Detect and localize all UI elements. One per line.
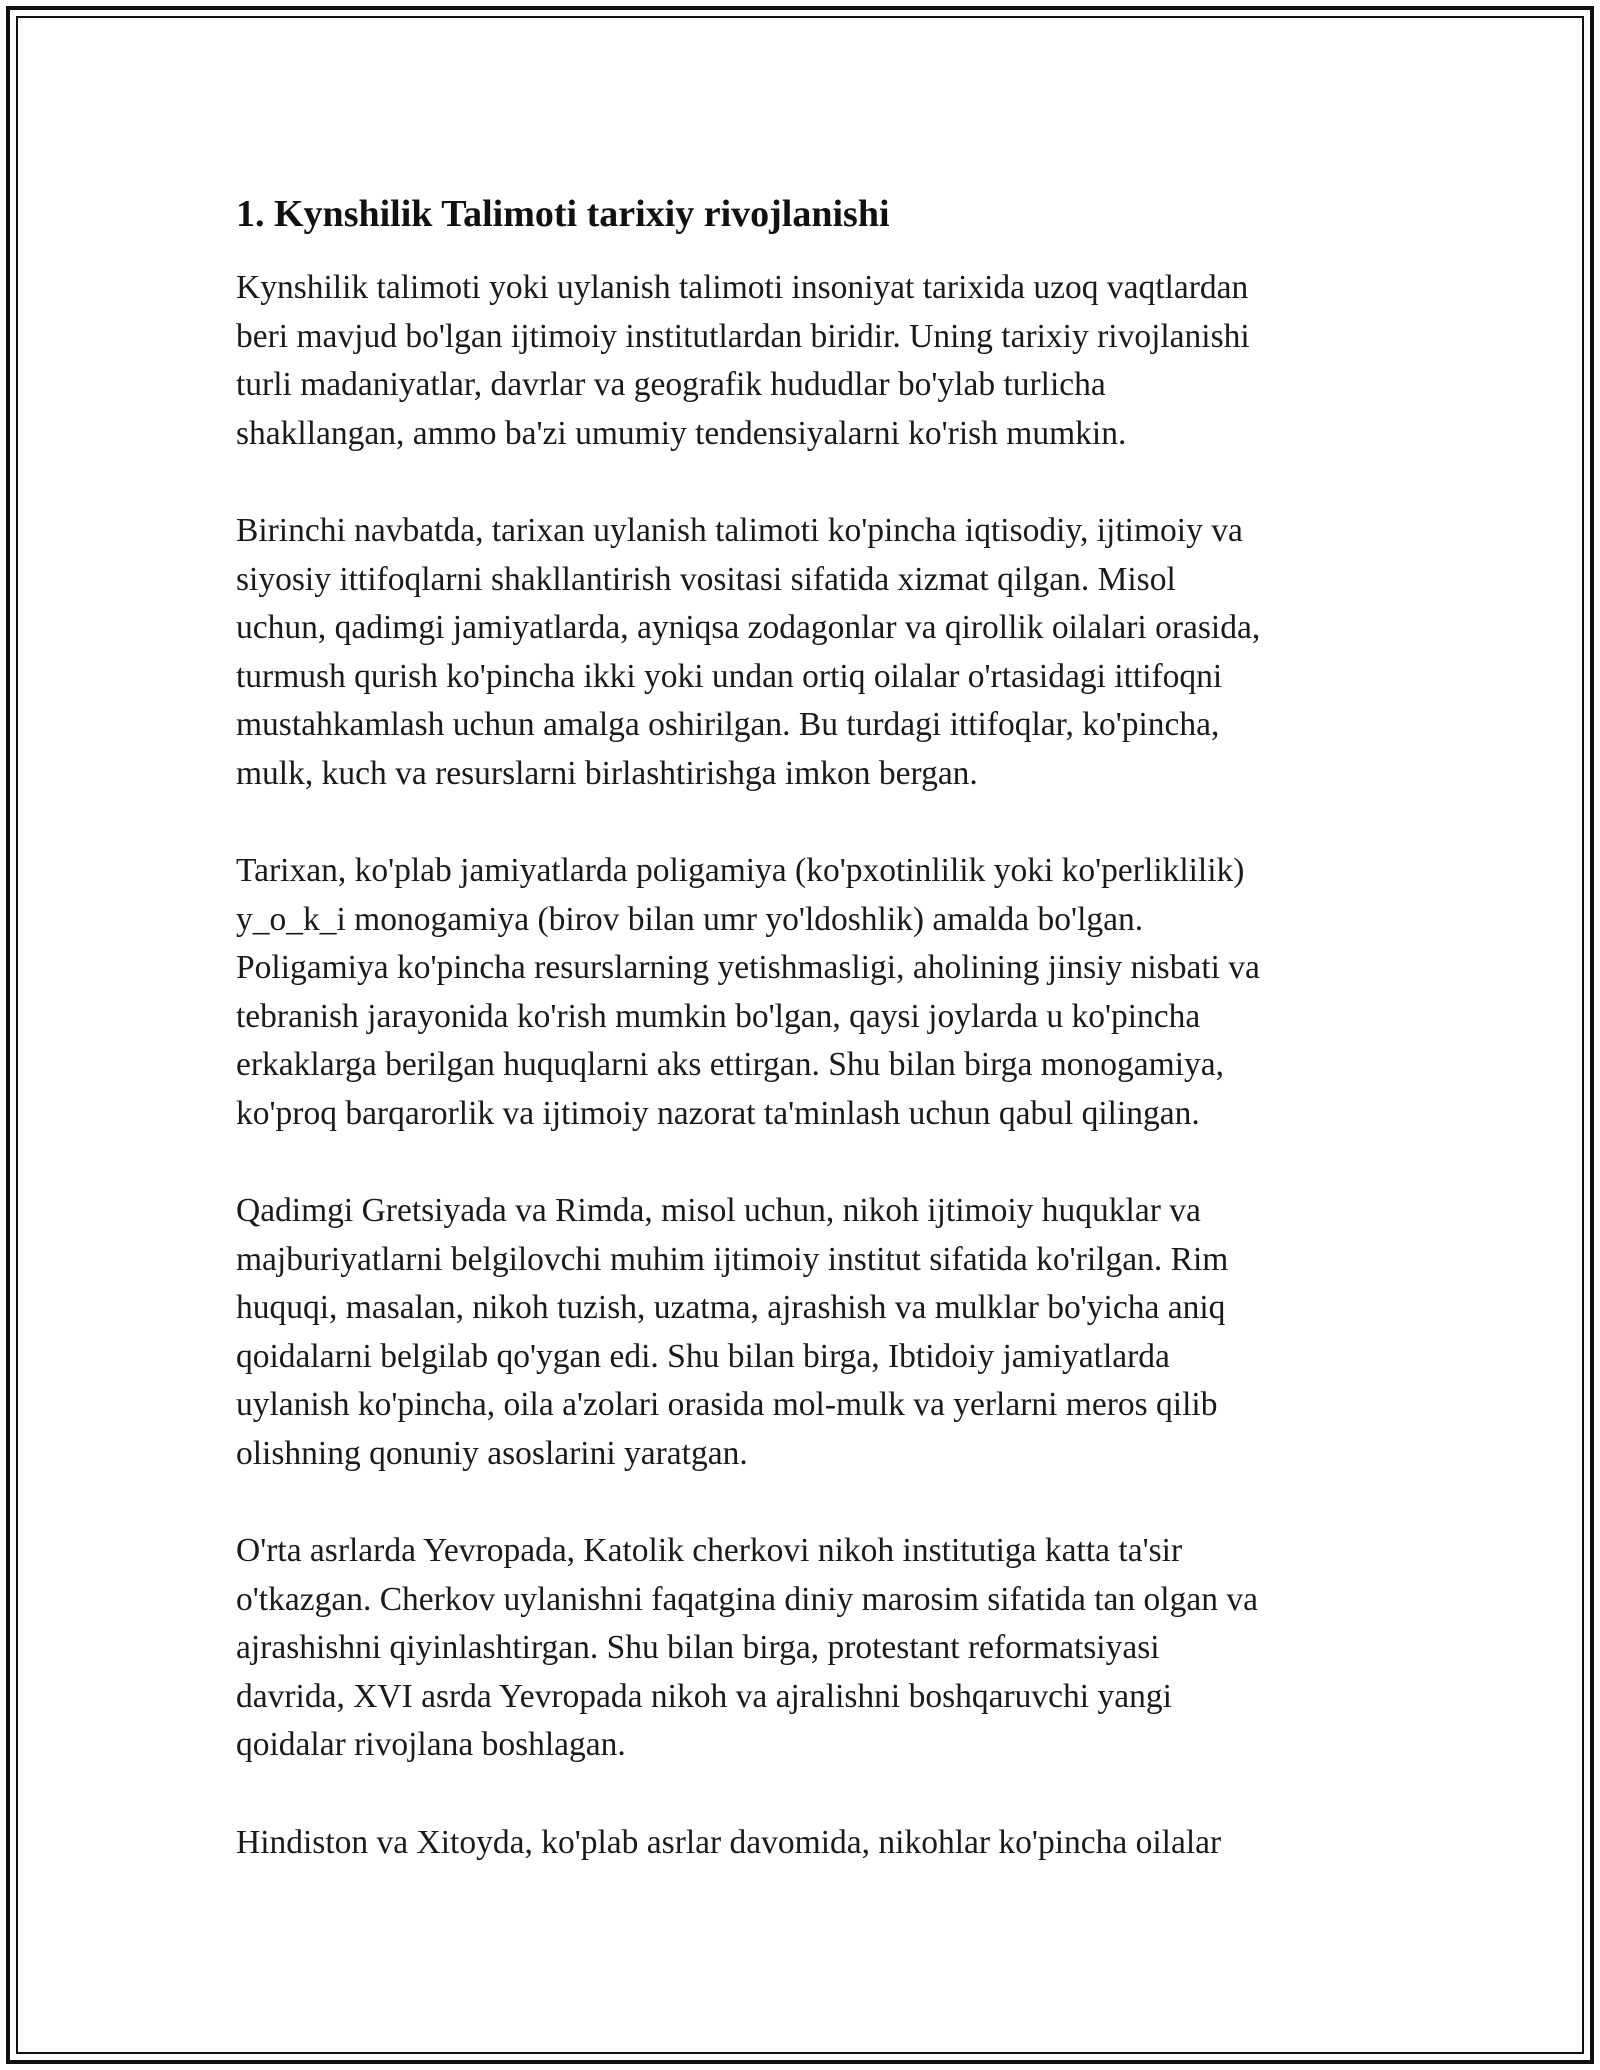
paragraph-5: O'rta asrlarda Yevropada, Katolik cherkovi nikoh institutiga katta ta'sir o'tkazgan. Cherkov uylanishni faqatgina diniy marosim sifatida tan olgan va ajrashishni qiyinlashtirgan. Shu bilan birga, protestant reformatsiyasi davrida, XVI asrda Yevropada nikoh va ajralishni boshqaruvchi yangi qoidalar rivojlana boshlagan.: [236, 1532, 1258, 1763]
section-heading: 1. Kynshilik Talimoti tarixiy rivojlanishi: [236, 193, 890, 235]
paragraph-1: Kynshilik talimoti yoki uylanish talimoti insoniyat tarixida uzoq vaqtlardan beri mavjud bo'lgan ijtimoiy institutlardan biridir. Uning tarixiy rivojlanishi turli madaniyatlar, davrlar va geografik hududlar bo'ylab turlicha shakllangan, ammo ba'zi umumiy tendensiyalarni ko'rish mumkin.: [236, 269, 1250, 452]
paragraph-3: Tarixan, ko'plab jamiyatlarda poligamiya (ko'pxotinlilik yoki ko'perliklilik) y_o_k_i monogamiya (birov bilan umr yo'ldoshlik) amalda bo'lgan. Poligamiya ko'pincha resurslarning yetishmasligi, aholining jinsiy nisbati va tebranish jarayonida ko'rish mumkin bo'lgan, qaysi joylarda u ko'pincha erkaklarga berilgan huquqlarni aks ettirgan. Shu bilan birga monogamiya, ko'proq barqarorlik va ijtimoiy nazorat ta'minlash uchun qabul qilingan.: [236, 852, 1260, 1132]
paragraph-4: Qadimgi Gretsiyada va Rimda, misol uchun, nikoh ijtimoiy huquklar va majburiyatlarni belgilovchi muhim ijtimoiy institut sifatida ko'rilgan. Rim huquqi, masalan, nikoh tuzish, uzatma, ajrashish va mulklar bo'yicha aniq qoidalarni belgilab qo'ygan edi. Shu bilan birga, Ibtidoiy jamiyatlarda uylanish ko'pincha, oila a'zolari orasida mol-mulk va yerlarni meros qilib olishning qonuniy asoslarini yaratgan.: [236, 1192, 1229, 1472]
document-body: [236, 186, 1376, 1916]
paragraph-2: Birinchi navbatda, tarixan uylanish talimoti ko'pincha iqtisodiy, ijtimoiy va siyosiy ittifoqlarni shakllantirish vositasi sifatida xizmat qilgan. Misol uchun, qadimgi jamiyatlarda, ayniqsa zodagonlar va qirollik oilalari orasida, turmush qurish ko'pincha ikki yoki undan ortiq oilalar o'rtasidagi ittifoqni mustahkamlash uchun amalga oshirilgan. Bu turdagi ittifoqlar, ko'pincha, mulk, kuch va resurslarni birlashtirishga imkon bergan.: [236, 512, 1261, 792]
paragraph-6: Hindiston va Xitoyda, ko'plab asrlar davomida, nikohlar ko'pincha oilalar: [236, 1823, 1222, 1861]
